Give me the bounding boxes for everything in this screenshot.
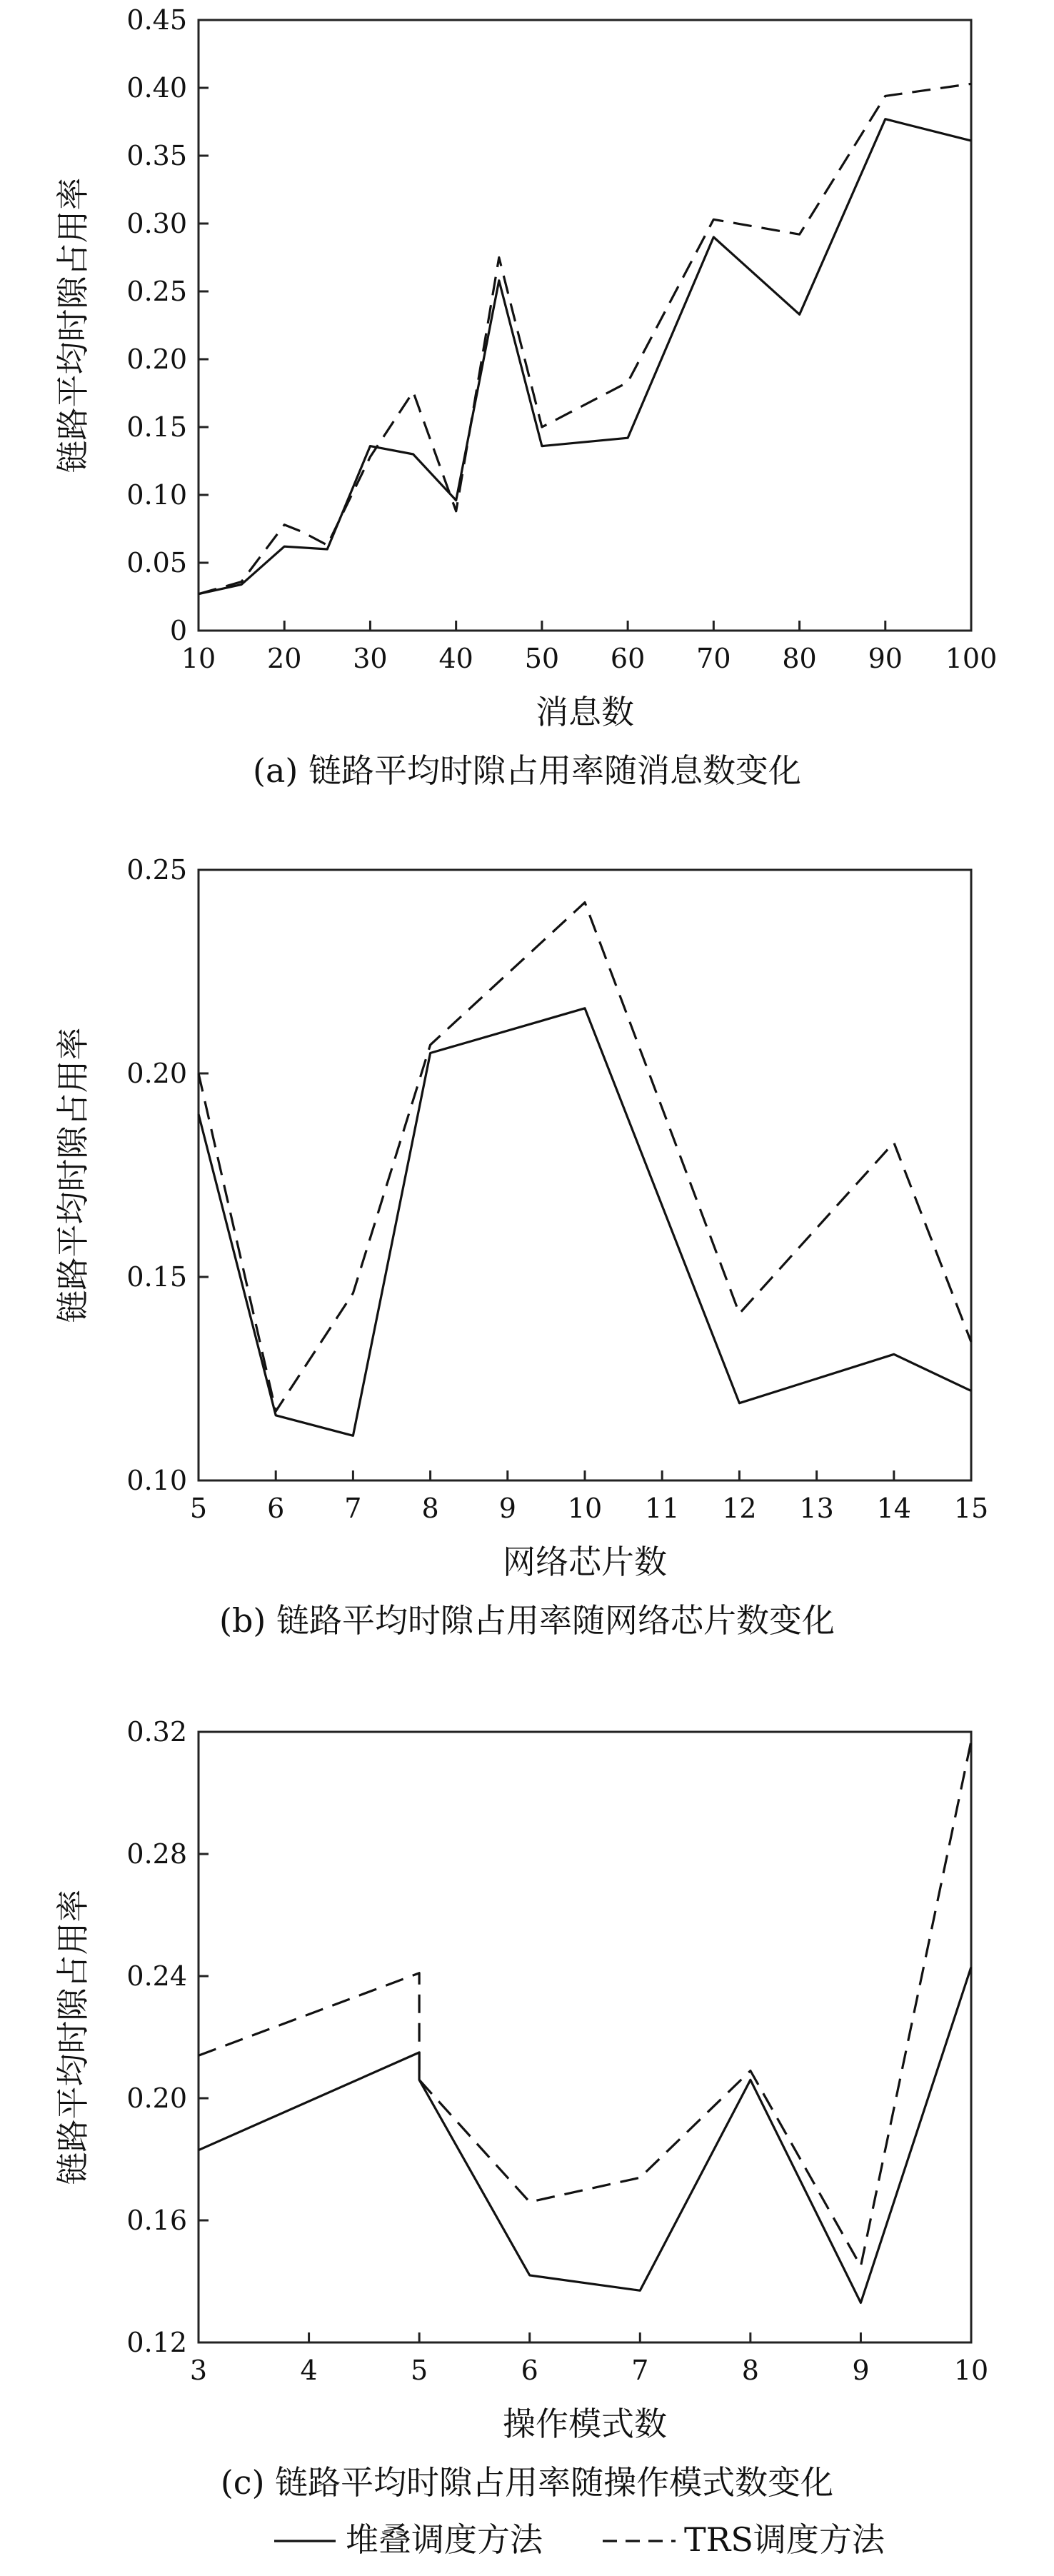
y-tick-label: 0.32 [126,1716,187,1748]
y-tick-label: 0.25 [126,854,187,886]
x-tick-label: 90 [868,643,903,674]
chart-panel-2 [54,854,988,1640]
chart-panel-3 [54,1716,988,2502]
y-tick-label: 0.20 [126,2083,187,2114]
x-tick-label: 10 [953,2355,989,2386]
series-line-trs [199,903,971,1412]
y-axis-label: 链路平均时隙占用率 [54,1889,92,2185]
y-tick-label: 0.10 [126,1465,187,1496]
x-tick-label: 30 [353,643,388,674]
series-line-trs [199,84,971,593]
chart-caption: (c) 链路平均时隙占用率随操作模式数变化 [220,2463,834,2502]
x-tick-label: 15 [953,1493,989,1524]
x-tick-label: 7 [344,1493,362,1524]
x-tick-label: 13 [799,1493,834,1524]
x-tick-label: 100 [945,643,998,674]
x-tick-label: 14 [876,1493,911,1524]
chart-caption: (b) 链路平均时隙占用率随网络芯片数变化 [219,1601,835,1640]
y-tick-label: 0.25 [126,276,187,307]
y-tick-label: 0.40 [126,72,187,104]
legend-label: TRS调度方法 [684,2520,885,2559]
x-axis-label: 网络芯片数 [503,1543,667,1581]
y-tick-label: 0.05 [126,547,187,578]
x-axis-label: 操作模式数 [503,2405,667,2443]
x-tick-label: 11 [645,1493,680,1524]
x-tick-label: 9 [852,2355,870,2386]
plot-frame [199,870,971,1480]
x-tick-label: 12 [722,1493,757,1524]
x-tick-label: 60 [610,643,646,674]
series-line-stacked [199,119,971,594]
series-line-stacked [199,1967,971,2302]
x-tick-label: 10 [181,643,216,674]
x-tick-label: 6 [267,1493,285,1524]
y-tick-label: 0.45 [126,4,187,36]
plot-frame [199,1732,971,2342]
y-axis-label: 链路平均时隙占用率 [54,177,92,473]
x-tick-label: 9 [498,1493,516,1524]
x-tick-label: 6 [521,2355,538,2386]
x-axis-label: 消息数 [536,693,634,731]
x-tick-label: 3 [189,2355,208,2386]
x-tick-label: 40 [438,643,473,674]
y-tick-label: 0.16 [126,2205,187,2236]
series-line-trs [199,1741,971,2266]
y-tick-label: 0.20 [126,344,187,375]
x-tick-label: 10 [567,1493,603,1524]
x-tick-label: 50 [524,643,560,674]
y-tick-label: 0.15 [126,411,187,443]
y-tick-label: 0.20 [126,1058,187,1089]
chart-panel-1 [54,4,997,790]
y-axis-label: 链路平均时隙占用率 [54,1027,92,1323]
x-tick-label: 5 [189,1493,208,1524]
x-tick-label: 8 [741,2355,759,2386]
x-tick-label: 80 [782,643,817,674]
y-tick-label: 0.15 [126,1261,187,1293]
x-tick-label: 4 [300,2355,318,2386]
x-tick-label: 5 [411,2355,428,2386]
legend-label: 堆叠调度方法 [346,2520,543,2559]
x-tick-label: 7 [631,2355,649,2386]
x-tick-label: 8 [421,1493,439,1524]
y-tick-label: 0.10 [126,479,187,511]
x-tick-label: 20 [267,643,302,674]
y-tick-label: 0.12 [126,2327,187,2358]
series-line-stacked [199,1008,971,1436]
y-tick-label: 0.28 [126,1838,187,1870]
legend [274,2520,885,2559]
chart-caption: (a) 链路平均时隙占用率随消息数变化 [253,751,801,790]
y-tick-label: 0.30 [126,208,187,239]
y-tick-label: 0.24 [126,1960,187,1992]
y-tick-label: 0 [169,615,187,646]
y-tick-label: 0.35 [126,140,187,171]
x-tick-label: 70 [696,643,731,674]
